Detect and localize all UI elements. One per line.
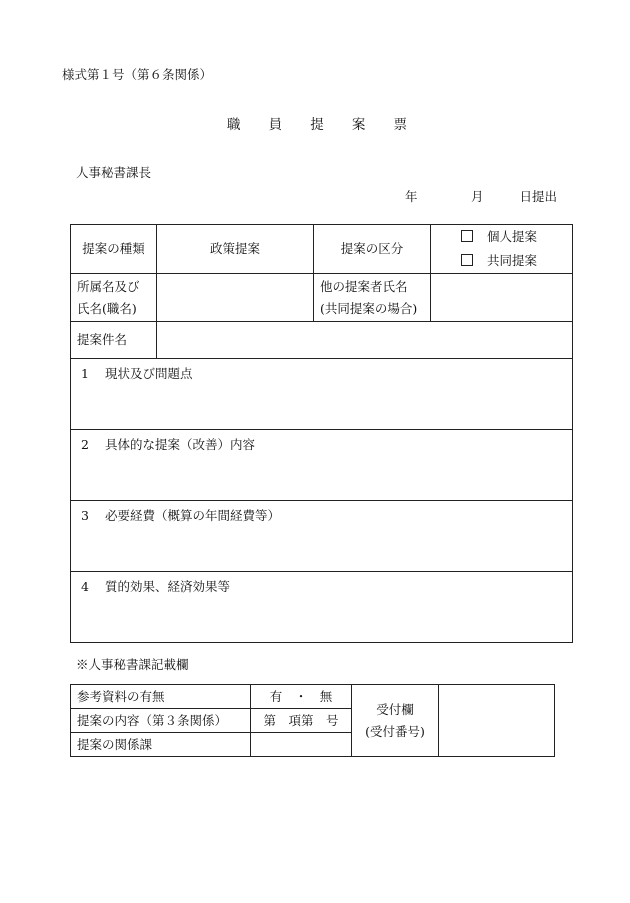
date-day-label: 日提出: [519, 189, 557, 204]
proposal-category-label: 提案の区分: [314, 225, 431, 274]
affiliation-label: [71, 274, 157, 322]
section-proposal-content[interactable]: [71, 430, 573, 501]
other-proposer-label-line2: (共同提案の場合): [320, 300, 418, 316]
affiliation-label-line1: 所属名及び: [77, 278, 140, 294]
proposal-content-value[interactable]: 第 項第 号: [251, 709, 352, 733]
section-heading: 具体的な提案（改善）内容: [105, 437, 256, 452]
checkbox-joint[interactable]: [461, 249, 566, 273]
checkbox-icon: [461, 254, 473, 266]
section-number: 4: [81, 579, 89, 594]
reference-materials-value[interactable]: 有 ・ 無: [251, 685, 352, 709]
other-proposer-label: [314, 274, 431, 322]
reception-label: [352, 685, 439, 757]
proposal-type-value: 政策提案: [157, 225, 314, 274]
other-proposer-field[interactable]: [431, 274, 573, 322]
proposal-category-options: [431, 225, 573, 274]
section-effects[interactable]: [71, 572, 573, 643]
office-use-table: [70, 684, 555, 757]
title-char: 提: [310, 117, 324, 133]
reception-field[interactable]: [439, 685, 555, 757]
other-proposer-label-line1: 他の提案者氏名: [320, 278, 408, 294]
affiliation-field[interactable]: [157, 274, 314, 322]
section-heading: 現状及び問題点: [105, 366, 193, 381]
proposal-type-label: 提案の種類: [71, 225, 157, 274]
addressee: 人事秘書課長: [76, 165, 152, 180]
related-department-label: 提案の関係課: [71, 733, 251, 757]
title-char: 案: [351, 117, 366, 133]
section-current-issues[interactable]: [71, 359, 573, 430]
title-char: 職: [227, 117, 241, 133]
checkbox-joint-label: 共同提案: [487, 253, 538, 268]
reference-materials-label: 参考資料の有無: [71, 685, 251, 709]
proposal-form-table: [70, 224, 573, 643]
section-heading: 必要経費（概算の年間経費等）: [105, 508, 281, 523]
checkbox-individual-label: 個人提案: [487, 229, 538, 244]
section-required-costs[interactable]: [71, 501, 573, 572]
date-month-label: 月: [470, 189, 484, 204]
date-year-label: 年: [405, 189, 418, 204]
reception-label-line2: (受付番号): [365, 723, 425, 739]
office-use-note: ※人事秘書課記載欄: [76, 657, 189, 672]
section-number: 2: [81, 437, 89, 452]
section-number: 3: [81, 508, 89, 523]
form-number: 様式第１号（第６条関係）: [62, 67, 213, 82]
section-heading: 質的効果、経済効果等: [105, 579, 231, 594]
affiliation-label-line2: 氏名(職名): [77, 300, 137, 316]
checkbox-individual[interactable]: [461, 225, 566, 249]
title-char: 員: [268, 117, 283, 133]
subject-field[interactable]: [157, 322, 573, 359]
proposal-content-label: 提案の内容（第３条関係）: [71, 709, 251, 733]
reception-label-line1: 受付欄: [376, 701, 414, 717]
checkbox-icon: [461, 230, 473, 242]
subject-label: 提案件名: [71, 322, 157, 359]
document-title: [227, 117, 407, 133]
section-number: 1: [81, 366, 89, 381]
title-char: 票: [393, 117, 407, 133]
related-department-field[interactable]: [251, 733, 352, 757]
submission-date: [405, 189, 557, 205]
